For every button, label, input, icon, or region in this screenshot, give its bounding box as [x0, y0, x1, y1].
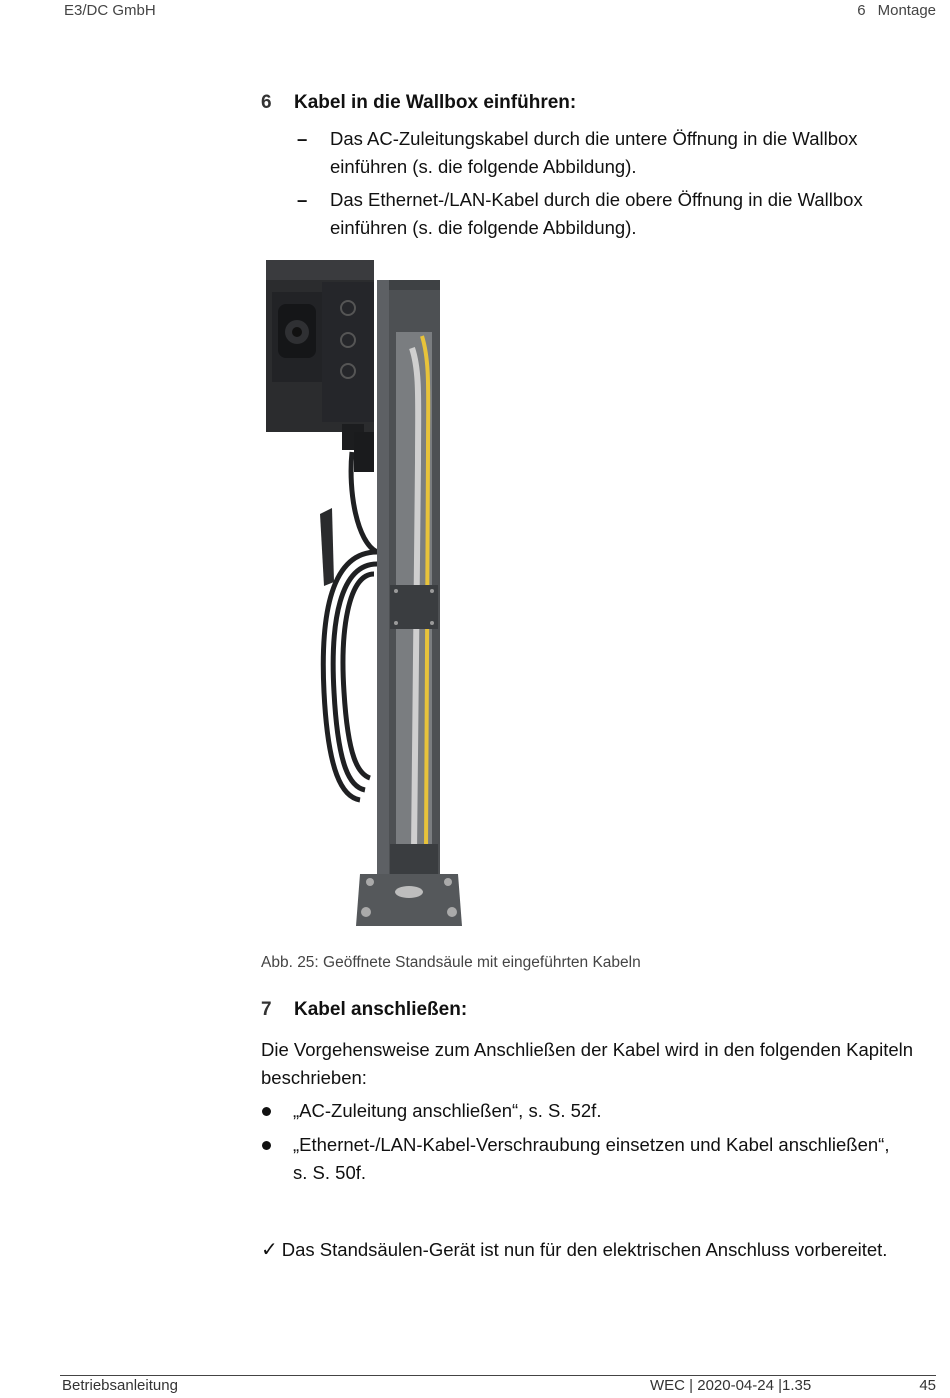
step-title: Kabel in die Wallbox einführen: [294, 92, 577, 113]
dash-marker: – [297, 128, 308, 149]
bullet-dot [262, 1141, 271, 1150]
result-statement [261, 1236, 921, 1264]
header-chapter-number: 6 [857, 2, 866, 19]
list-item [297, 186, 917, 242]
step-number: 6 [261, 92, 272, 113]
step-6-heading [261, 92, 576, 114]
header-chapter [857, 2, 936, 19]
step-number: 7 [261, 999, 272, 1020]
figure-standing-post [262, 252, 482, 934]
list-item-text: Das Ethernet-/LAN-Kabel durch die obere Öffnung in die Wallbox einführen (s. die folgende Abbildung). [330, 189, 863, 238]
standing-post-photo [262, 252, 482, 934]
result-text: Das Standsäulen-Gerät ist nun für den elektrischen Anschluss vorbereitet. [281, 1239, 888, 1260]
checkmark-icon: ✓ [261, 1239, 278, 1261]
step-title: Kabel anschließen: [294, 999, 468, 1020]
list-item [297, 125, 917, 181]
header-chapter-title: Montage [877, 2, 936, 19]
step-7-intro: Die Vorgehensweise zum Anschließen der Kabel wird in den folgenden Kapiteln beschrieben: [261, 1039, 914, 1088]
list-item [262, 1097, 902, 1125]
list-item-text: Das AC-Zuleitungskabel durch die untere Öffnung in die Wallbox einführen (s. die folgende Abbildung). [330, 128, 858, 177]
figure-caption: Abb. 25: Geöffnete Standsäule mit eingeführten Kabeln [261, 954, 641, 971]
page-number: 45 [919, 1377, 936, 1394]
dash-marker: – [297, 189, 308, 210]
footer-doc-type: Betriebsanleitung [62, 1377, 178, 1394]
bullet-dot [262, 1107, 271, 1116]
list-item [262, 1131, 902, 1187]
cross-reference-link[interactable]: „Ethernet-/LAN-Kabel-Verschraubung einsetzen und Kabel anschließen“, s. S. 50f. [293, 1134, 890, 1183]
cross-reference-link[interactable]: „AC-Zuleitung anschließen“, s. S. 52f. [293, 1100, 602, 1121]
step-7-heading [261, 999, 467, 1021]
footer-version: WEC | 2020-04-24 |1.35 [650, 1377, 812, 1394]
header-company: E3/DC GmbH [64, 2, 156, 19]
footer-divider [60, 1375, 936, 1376]
